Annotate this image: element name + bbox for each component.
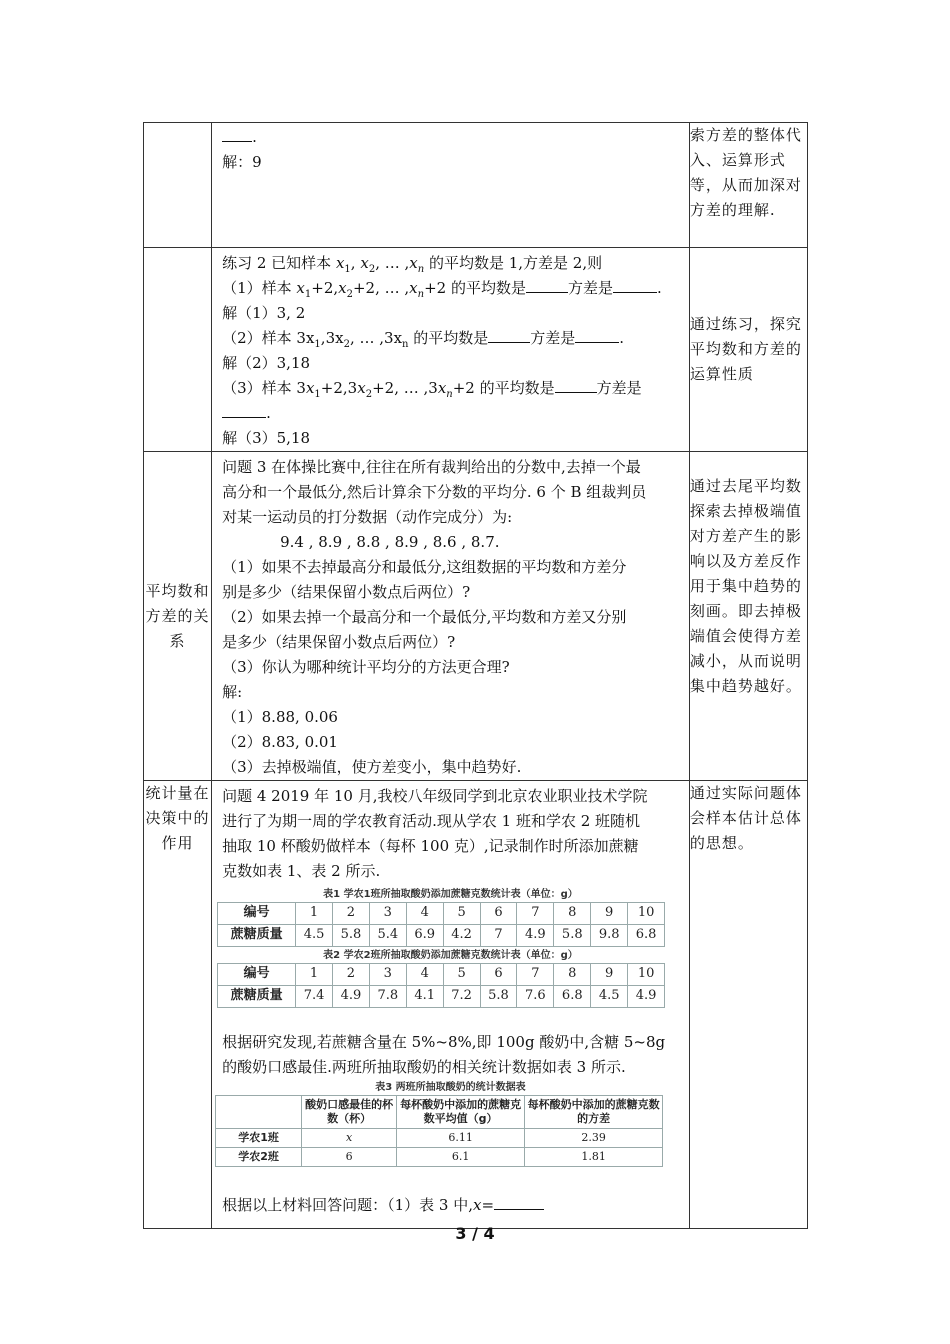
answer-blank: [526, 278, 568, 293]
table-row: [144, 123, 808, 248]
table-cell: 7.8: [369, 986, 406, 1008]
text-span: 方差是: [568, 279, 614, 297]
table-cell: 2: [332, 964, 369, 986]
table-row: [144, 781, 808, 1229]
table-cell: 学农1班: [216, 1129, 302, 1148]
table-cell: 9.8: [591, 925, 628, 947]
table-cell: 5.8: [554, 925, 591, 947]
problem-line: （1）如果不去掉最高分和最低分,这组数据的平均数和方差分: [222, 558, 627, 576]
answer-blank: [494, 1195, 544, 1210]
table-header: 酸奶口感最佳的杯数（杯）: [302, 1096, 397, 1129]
table-cell: 2.39: [525, 1129, 663, 1148]
table3-caption: 表3 两班所抽取酸奶的统计数据表: [375, 1082, 526, 1093]
table-cell: 6: [302, 1148, 397, 1167]
table-cell: 6.8: [554, 986, 591, 1008]
stage-cell: 统计量在决策中的作用: [144, 781, 212, 1229]
table-cell: 8: [554, 964, 591, 986]
answer-text: 解：9: [222, 153, 262, 171]
table-cell: 8: [554, 903, 591, 925]
table-cell: 4.5: [591, 986, 628, 1008]
table-cell: 4.5: [296, 925, 333, 947]
table2-caption: 表2 学农2班所抽取酸奶添加蔗糖克数统计表（单位：g）: [323, 950, 578, 961]
table-cell: 学农2班: [216, 1148, 302, 1167]
text-span: （3）样本: [222, 379, 297, 397]
stage-cell: [144, 123, 212, 248]
table-header: 蔗糖质量: [218, 925, 296, 947]
table-header: 蔗糖质量: [218, 986, 296, 1008]
table-cell: x: [302, 1129, 397, 1148]
variable-x: x: [473, 1196, 482, 1214]
table-cell: 4.9: [517, 925, 554, 947]
table-row: [216, 1129, 663, 1148]
problem-line: 解:: [222, 683, 243, 701]
table-cell: 10: [628, 903, 665, 925]
answer-blank: [613, 278, 657, 293]
table-row: [218, 986, 665, 1008]
problem-line: 问题 4 2019 年 10 月,我校八年级同学到北京农业职业技术学院: [222, 787, 648, 805]
problem-line: 根据研究发现,若蔗糖含量在 5%~8%,即 100g 酸奶中,含糖 5~8g: [222, 1033, 666, 1051]
table3: [215, 1095, 663, 1167]
problem-line: 克数如表 1、表 2 所示.: [222, 862, 381, 880]
table-cell: 6.1: [397, 1148, 525, 1167]
text-span: 根据以上材料回答问题：（1）表 3 中,: [222, 1196, 473, 1214]
problem-line: （1）8.88, 0.06: [222, 708, 338, 726]
table-cell: 4.1: [406, 986, 443, 1008]
stage-cell: 平均数和方差的关系: [144, 452, 212, 781]
table-cell: 3: [369, 903, 406, 925]
exercise-a1: 解（1）3, 2: [222, 304, 306, 322]
text-span: 的平均数是: [408, 329, 489, 347]
content-cell: [212, 248, 690, 452]
exercise-q1: （1）样本 $x_1+2,x_2+2$, … $,x_n+2$ 的平均数是 方差是 .: [222, 279, 662, 300]
table-row: [216, 1096, 663, 1129]
table-row: [218, 903, 665, 925]
problem-line: 别是多少（结果保留小数点后两位）?: [222, 583, 471, 601]
table-cell: 4.9: [332, 986, 369, 1008]
table-cell: 6.8: [628, 925, 665, 947]
text-span: 的平均数是: [446, 279, 526, 297]
table-cell: 4: [406, 964, 443, 986]
table1: [217, 902, 665, 947]
text-span: （2）样本: [222, 329, 297, 347]
table-row: [144, 248, 808, 452]
purpose-cell: 通过去尾平均数探索去掉极端值对方差产生的影响以及方差反作用于集中趋势的刻画。即去掉极端值会使得方差减小，从而说明集中趋势越好。: [689, 452, 807, 781]
problem-line: 问题 3 在体操比赛中,往往在所有裁判给出的分数中,去掉一个最: [222, 458, 641, 476]
table-header: 每杯酸奶中添加的蔗糖克数的方差: [525, 1096, 663, 1129]
table-cell: 5.8: [332, 925, 369, 947]
answer-blank: [555, 378, 597, 393]
table-cell: 7: [517, 964, 554, 986]
answer-blank: [488, 328, 530, 343]
purpose-cell: 通过实际问题体会样本估计总体的思想。: [689, 781, 807, 1229]
answer-blank: [222, 403, 266, 418]
content-cell: [212, 781, 690, 1229]
table-cell: 6.11: [397, 1129, 525, 1148]
table-cell: 10: [628, 964, 665, 986]
table-cell: 3: [369, 964, 406, 986]
exercise-intro: 练习 2 已知样本 $x_1$, $x_2$, … $,x_n$ 的平均数是 1,方差是 2,则: [222, 254, 603, 275]
text-span: 方差是: [530, 329, 576, 347]
exercise-q2: （2）样本 $3x_1,3x_2$, … $,3x_n$ 的平均数是 方差是 .: [222, 329, 625, 350]
problem-line: 高分和一个最低分,然后计算余下分数的平均分. 6 个 B 组裁判员: [222, 483, 647, 501]
table-cell: 5.4: [369, 925, 406, 947]
table-row: [218, 964, 665, 986]
problem-line: 进行了为期一周的学农教育活动.现从学农 1 班和学农 2 班随机: [222, 812, 641, 830]
table-row: [144, 452, 808, 781]
table-cell: 7: [517, 903, 554, 925]
text-span: 练习 2 已知样本: [222, 254, 336, 272]
table-header: 编号: [218, 903, 296, 925]
table-cell: 2: [332, 903, 369, 925]
table-cell: 7.2: [443, 986, 480, 1008]
page-number: 3 / 4: [455, 1224, 495, 1243]
content-cell: [212, 123, 690, 248]
problem-line: 的酸奶口感最佳.两班所抽取酸奶的相关统计数据如表 3 所示.: [222, 1058, 626, 1076]
table-cell: 5: [443, 964, 480, 986]
table-cell: 1.81: [525, 1148, 663, 1167]
table1-caption: 表1 学农1班所抽取酸奶添加蔗糖克数统计表（单位：g）: [323, 889, 578, 900]
table2: [217, 963, 665, 1008]
table-cell: 6: [480, 964, 517, 986]
exercise-a2: 解（2）3,18: [222, 354, 311, 372]
text-span: 的平均数是 1,方差是 2,则: [424, 254, 603, 272]
table-cell: 4.2: [443, 925, 480, 947]
stage-cell: [144, 248, 212, 452]
table-cell: 4: [406, 903, 443, 925]
table-row: [216, 1148, 663, 1167]
table-cell: 5: [443, 903, 480, 925]
table-cell: 5.8: [480, 986, 517, 1008]
table-cell: 9: [591, 903, 628, 925]
text-span: =: [481, 1196, 495, 1214]
exercise-q3: （3）样本 $3x_1+2,3x_2+2$, … $,3x_n+2$ 的平均数是 方差是.: [222, 379, 642, 422]
table-header: 编号: [218, 964, 296, 986]
text-span: 方差是: [596, 379, 642, 397]
problem-line: （3）去掉极端值，使方差变小，集中趋势好.: [222, 758, 522, 776]
table-cell: 7.6: [517, 986, 554, 1008]
exercise-a3: 解（3）5,18: [222, 429, 311, 447]
table-cell: 7: [480, 925, 517, 947]
lesson-plan-table: [143, 122, 808, 1229]
text-span: .: [252, 128, 257, 146]
table-cell: 9: [591, 964, 628, 986]
table-cell: 1: [296, 964, 333, 986]
answer-blank: [222, 127, 252, 142]
table-cell: 6.9: [406, 925, 443, 947]
purpose-cell: 索方差的整体代入、运算形式等，从而加深对方差的理解.: [689, 123, 807, 248]
problem-line: 抽取 10 杯酸奶做样本（每杯 100 克）,记录制作时所添加蔗糖: [222, 837, 639, 855]
table-cell: 4.9: [628, 986, 665, 1008]
text-span: （1）样本: [222, 279, 297, 297]
question-line: [222, 1193, 681, 1218]
content-cell: [212, 452, 690, 781]
table-cell: 7.4: [296, 986, 333, 1008]
problem-line: （2）如果去掉一个最高分和一个最低分,平均数和方差又分别: [222, 608, 627, 626]
problem-line: （3）你认为哪种统计平均分的方法更合理?: [222, 658, 510, 676]
problem-line: （2）8.83, 0.01: [222, 733, 338, 751]
purpose-cell: 通过练习，探究平均数和方差的运算性质: [689, 248, 807, 452]
table-cell: 6: [480, 903, 517, 925]
answer-blank: [575, 328, 619, 343]
score-list: 9.4 , 8.9 , 8.8 , 8.9 , 8.6 , 8.7.: [280, 533, 500, 551]
table-header: [216, 1096, 302, 1129]
problem-line: 对某一运动员的打分数据（动作完成分）为:: [222, 508, 513, 526]
table-row: [218, 925, 665, 947]
table-header: 每杯酸奶中添加的蔗糖克数平均值（g）: [397, 1096, 525, 1129]
problem-line: 是多少（结果保留小数点后两位）?: [222, 633, 456, 651]
table-cell: 1: [296, 903, 333, 925]
text-span: 的平均数是: [474, 379, 555, 397]
